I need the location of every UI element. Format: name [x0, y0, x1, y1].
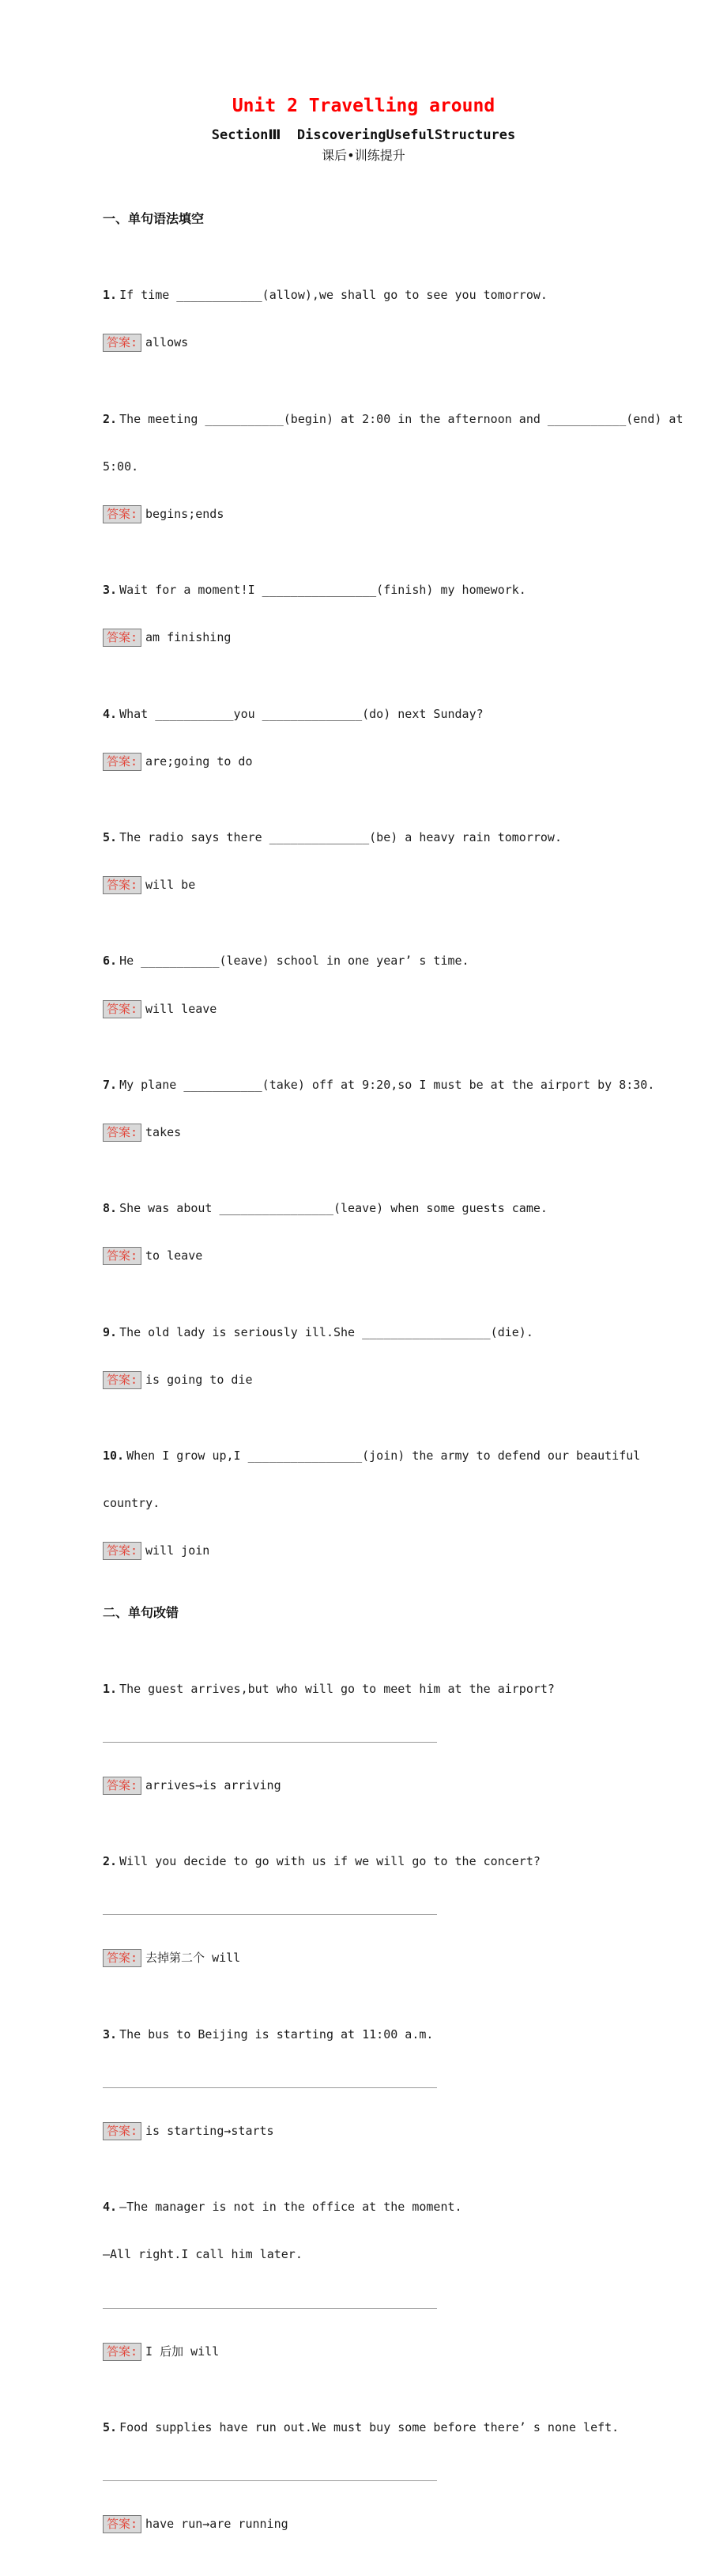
answer-blank-line	[103, 2465, 437, 2481]
question-line	[103, 2418, 695, 2437]
question-text: The radio says there ______________(be) a heavy rain tomorrow.	[119, 830, 562, 845]
answer-label: 答案:	[103, 1247, 141, 1265]
question-text: If time ____________(allow),we shall go to see you tomorrow.	[119, 288, 548, 303]
answer-label: 答案:	[103, 629, 141, 647]
answer-line	[103, 752, 695, 771]
answer-text: arrives→is arriving	[145, 1778, 281, 1793]
answer-label: 答案:	[103, 2122, 141, 2140]
answer-text: takes	[145, 1125, 182, 1140]
answer-line	[103, 504, 695, 523]
question-number: 4.	[103, 706, 118, 721]
question-text-wrap: 5:00.	[103, 459, 139, 474]
answer-line	[103, 2342, 695, 2361]
answer-text: am finishing	[145, 630, 232, 645]
answer-line	[103, 628, 695, 647]
question-text: When I grow up,I ________________(join) the army to defend our beautiful	[126, 1449, 641, 1464]
question-line	[103, 410, 695, 429]
question-number: 5.	[103, 2419, 118, 2434]
question-number: 6.	[103, 954, 118, 969]
answer-label: 答案:	[103, 334, 141, 352]
question-line	[103, 828, 695, 847]
question-text: The meeting ___________(begin) at 2:00 in the afternoon and ___________(end) at	[119, 411, 684, 426]
question-text: She was about ________________(leave) when some guests came.	[119, 1201, 548, 1216]
answer-label: 答案:	[103, 1542, 141, 1560]
answer-line	[103, 1948, 695, 1967]
answer-text: allows	[145, 335, 189, 350]
answer-label: 答案:	[103, 753, 141, 771]
answer-text: will join	[145, 1543, 210, 1558]
question-line	[103, 704, 695, 723]
question-line	[103, 580, 695, 599]
answer-label: 答案:	[103, 2515, 141, 2533]
answer-line	[103, 1246, 695, 1265]
answer-label: 答案:	[103, 1124, 141, 1142]
question-number: 4.	[103, 2200, 118, 2215]
answer-label: 答案:	[103, 1777, 141, 1795]
answer-text: to leave	[145, 1248, 203, 1263]
question-number: 8.	[103, 1201, 118, 1216]
question-line	[103, 2025, 695, 2044]
question-number: 3.	[103, 2026, 118, 2042]
question-line	[103, 1852, 695, 1871]
answer-text: will leave	[145, 1001, 217, 1016]
question-text: The old lady is seriously ill.She __________________(die).	[119, 1324, 533, 1339]
question-number: 2.	[103, 411, 118, 426]
question-number: 7.	[103, 1077, 118, 1092]
answer-label: 答案:	[103, 1000, 141, 1018]
answer-blank-line	[103, 2293, 437, 2309]
question-number: 1.	[103, 288, 118, 303]
answer-blank-line	[103, 1727, 437, 1743]
answer-text: is starting→starts	[145, 2123, 274, 2138]
answer-text: will be	[145, 878, 196, 893]
question-line	[103, 1679, 695, 1698]
question-text: My plane ___________(take) off at 9:20,so I must be at the airport by 8:30.	[119, 1077, 655, 1092]
question-number: 2.	[103, 1854, 118, 1869]
question-text: Will you decide to go with us if we will go to the concert?	[119, 1854, 541, 1869]
question-line	[103, 1446, 695, 1465]
question-line	[103, 1323, 695, 1342]
answer-line	[103, 1541, 695, 1560]
question-line	[103, 1199, 695, 1218]
answer-blank-line	[103, 1899, 437, 1915]
question-line	[103, 951, 695, 970]
question-line	[103, 1075, 695, 1094]
answer-line	[103, 1370, 695, 1389]
question-number: 9.	[103, 1324, 118, 1339]
question-number: 5.	[103, 830, 118, 845]
answer-label: 答案:	[103, 505, 141, 523]
answer-text: are;going to do	[145, 754, 253, 769]
answer-line	[103, 2121, 695, 2140]
question-text: —The manager is not in the office at the moment.	[119, 2200, 462, 2215]
answer-label: 答案:	[103, 1371, 141, 1389]
question-text: The bus to Beijing is starting at 11:00 a.m.	[119, 2026, 434, 2042]
answer-line	[103, 875, 695, 894]
answer-text: begins;ends	[145, 507, 224, 522]
question-line	[103, 285, 695, 304]
question-text-wrap: —All right.I call him later.	[103, 2247, 303, 2262]
answer-text: I 后加 will	[145, 2344, 220, 2359]
question-text: Wait for a moment!I ________________(finish) my homework.	[119, 583, 526, 598]
answer-text: 去掉第二个 will	[145, 1951, 241, 1966]
subtitle: 课后•训练提升	[322, 148, 405, 163]
question-text: He ___________(leave) school in one year’ s time.	[119, 954, 469, 969]
answer-line	[103, 999, 695, 1018]
question-text: The guest arrives,but who will go to meet him at the airport?	[119, 1681, 555, 1696]
answer-text: have run→are running	[145, 2516, 288, 2531]
question-number: 10.	[103, 1449, 125, 1464]
question-text: What ___________you ______________(do) next Sunday?	[119, 706, 484, 721]
question-text: Food supplies have run out.We must buy some before there’ s none left.	[119, 2419, 620, 2434]
section-heading: SectionⅢ DiscoveringUsefulStructures	[211, 127, 516, 143]
answer-text: is going to die	[145, 1372, 253, 1387]
worksheet-body	[103, 167, 695, 2576]
answer-line	[103, 2514, 695, 2533]
question-line	[103, 2197, 695, 2216]
answer-line	[103, 1123, 695, 1142]
answer-line	[103, 1776, 695, 1795]
question-number: 3.	[103, 583, 118, 598]
answer-label: 答案:	[103, 2343, 141, 2361]
question-text-wrap: country.	[103, 1496, 160, 1511]
answer-blank-line	[103, 2072, 437, 2088]
question-number: 1.	[103, 1681, 118, 1696]
part2-heading: 二、单句改错	[103, 1604, 179, 1620]
answer-label: 答案:	[103, 876, 141, 894]
page-title: Unit 2 Travelling around	[232, 96, 495, 116]
part1-heading: 一、单句语法填空	[103, 211, 205, 226]
answer-line	[103, 333, 695, 352]
answer-label: 答案:	[103, 1949, 141, 1967]
